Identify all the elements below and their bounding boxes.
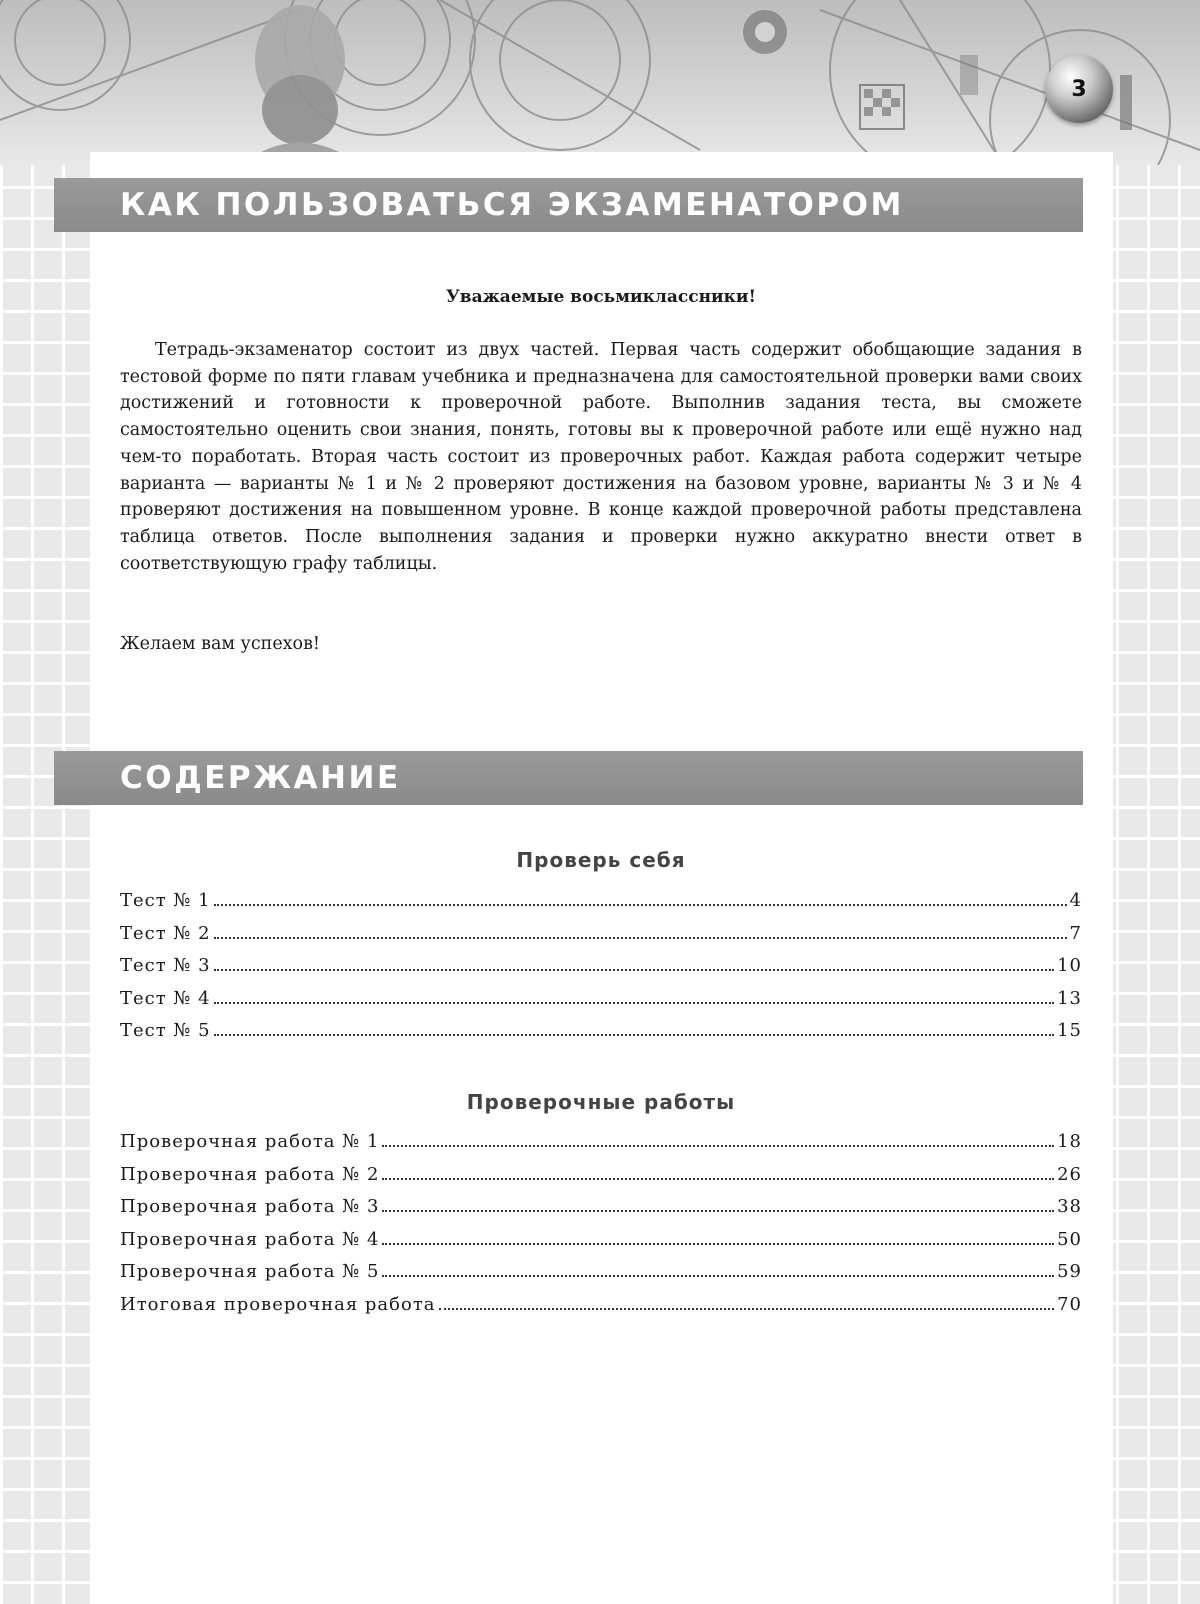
- dot-leader: [382, 1275, 1054, 1277]
- toc-entry-label: Итоговая проверочная работа: [120, 1293, 436, 1315]
- philosopher-bust: [240, 5, 360, 165]
- toc-entry[interactable]: [120, 955, 1082, 988]
- toc-list-self-check: [120, 890, 1082, 1053]
- page-number-badge: [1045, 55, 1113, 123]
- dot-leader: [439, 1308, 1055, 1310]
- toc-entry-label: Тест № 2: [120, 922, 211, 944]
- toc-entry-page: 4: [1069, 890, 1082, 911]
- toc-entry-label: Тест № 3: [120, 955, 211, 976]
- toc-entry-page: 26: [1057, 1163, 1082, 1185]
- toc-list-tests: [120, 1131, 1082, 1326]
- toc-entry-page: 18: [1057, 1131, 1082, 1152]
- toc-entry[interactable]: [120, 1131, 1082, 1164]
- dot-leader: [382, 1243, 1054, 1245]
- toc-entry-label: Проверочная работа № 1: [120, 1131, 380, 1152]
- toc-heading-tests: Проверочные работы: [466, 1090, 736, 1114]
- toc-entry-label: Тест № 4: [120, 987, 211, 1009]
- dot-leader: [382, 1178, 1054, 1180]
- toc-entry-label: Проверочная работа № 3: [120, 1196, 380, 1217]
- dot-leader: [214, 1034, 1054, 1036]
- toc-entry-page: 10: [1057, 955, 1082, 976]
- toc-entry-page: 13: [1057, 987, 1082, 1009]
- dot-leader: [214, 1002, 1054, 1004]
- toc-entry-page: 7: [1069, 922, 1082, 944]
- toc-entry[interactable]: [120, 1229, 1082, 1262]
- toc-entry-page: 70: [1057, 1293, 1082, 1315]
- toc-heading-self-check: Проверь себя: [516, 848, 686, 872]
- toc-entry[interactable]: [120, 1294, 1082, 1327]
- section-bar-contents: [54, 751, 1083, 805]
- header-banner: [0, 0, 1200, 165]
- dot-leader: [214, 969, 1054, 971]
- toc-entry[interactable]: [120, 890, 1082, 923]
- toc-entry-label: Проверочная работа № 5: [120, 1261, 380, 1282]
- section-title-contents: СОДЕРЖАНИЕ: [120, 760, 401, 796]
- toc-entry[interactable]: [120, 1196, 1082, 1229]
- dot-leader: [382, 1210, 1054, 1212]
- dot-leader: [214, 904, 1067, 906]
- toc-entry[interactable]: [120, 1020, 1082, 1053]
- intro-paragraph: Тетрадь-экзаменатор состоит из двух частей. Первая часть содержит обобщающие задания в тестовой форме по пяти главам учебника и предназначена для самостоятельной проверки вами своих достижений и готовности к проверочной работе. Выполнив задания теста, вы сможете самостоятельно оценить свои знания, понять, готовы вы к проверочной работе или ещё нужно над чем-то поработать. Вторая часть состоит из проверочных работ. Каждая работа содержит четыре варианта — варианты № 1 и № 2 проверяют достижения на базовом уровне, варианты № 3 и № 4 проверяют достижения на повышенном уровне. В конце каждой проверочной работы представлена таблица ответов. После выполнения задания и проверки нужно аккуратно внести ответ в соответствующую графу таблицы.: [120, 340, 1082, 574]
- toc-entry[interactable]: [120, 988, 1082, 1021]
- closing-wish: Желаем вам успехов!: [120, 634, 320, 654]
- toc-entry-page: 50: [1057, 1228, 1082, 1250]
- toc-entry[interactable]: [120, 1261, 1082, 1294]
- toc-entry-page: 15: [1057, 1020, 1082, 1041]
- section-bar-how-to: [54, 178, 1083, 232]
- toc-entry-label: Тест № 1: [120, 890, 211, 911]
- toc-entry-label: Проверочная работа № 2: [120, 1163, 380, 1185]
- page-number: 3: [1071, 76, 1087, 102]
- toc-entry-label: Проверочная работа № 4: [120, 1228, 380, 1250]
- section-title-how-to: КАК ПОЛЬЗОВАТЬСЯ ЭКЗАМЕНАТОРОМ: [120, 187, 904, 223]
- toc-entry-page: 59: [1057, 1261, 1082, 1282]
- greeting-heading: Уважаемые восьмиклассники!: [446, 287, 756, 307]
- decorative-collage: [0, 0, 1200, 165]
- dot-leader: [214, 937, 1067, 939]
- dot-leader: [382, 1145, 1054, 1147]
- toc-entry-page: 38: [1057, 1196, 1082, 1217]
- toc-entry[interactable]: [120, 923, 1082, 956]
- toc-entry-label: Тест № 5: [120, 1020, 211, 1041]
- toc-entry[interactable]: [120, 1164, 1082, 1197]
